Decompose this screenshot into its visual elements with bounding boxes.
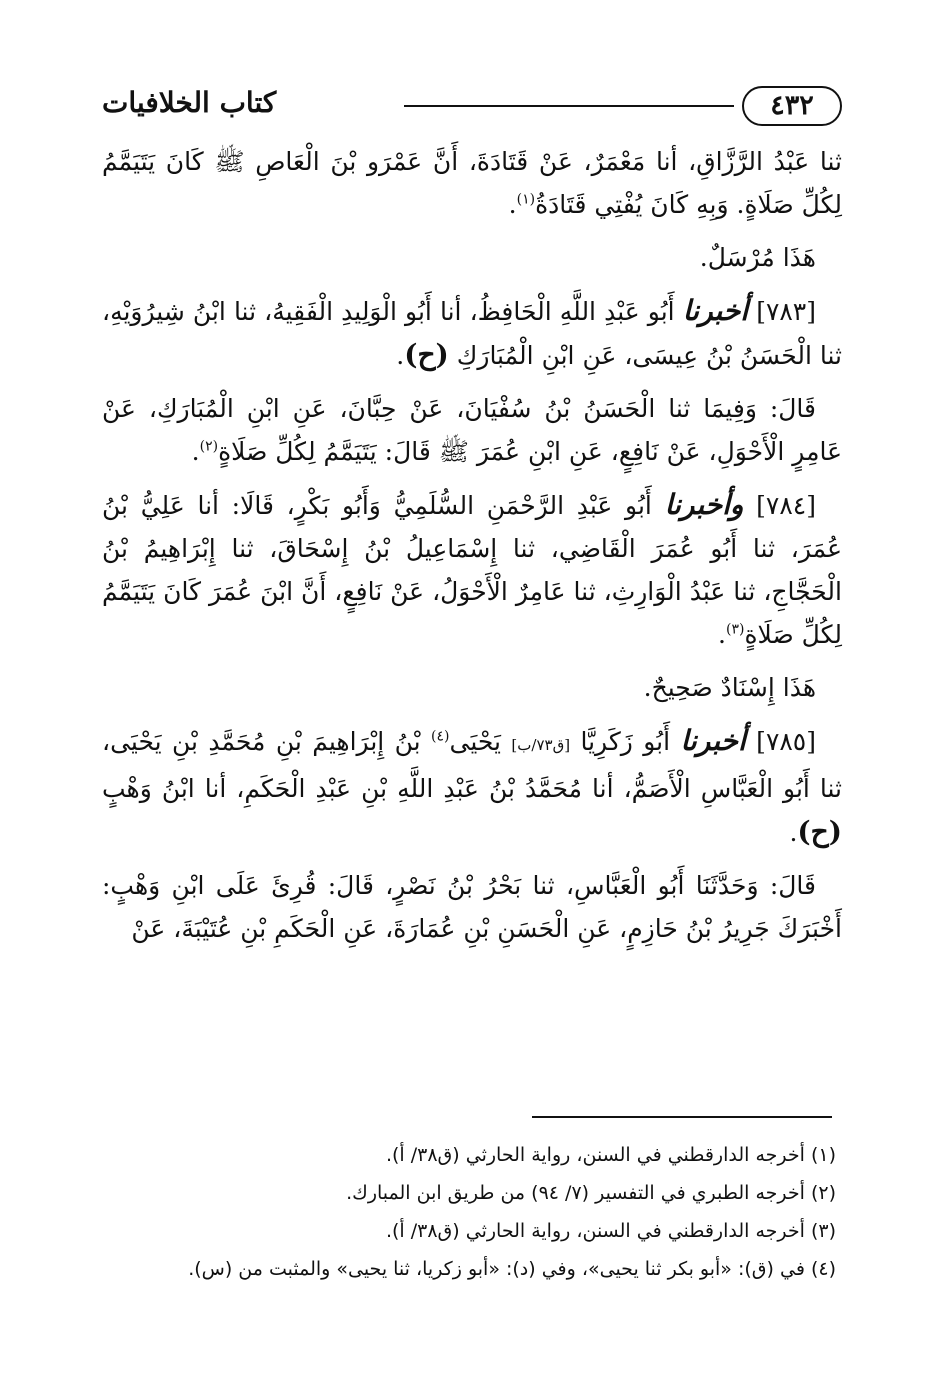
punctuation: .: [789, 818, 798, 847]
keyword: أخبرنا: [680, 724, 746, 757]
header-rule: [404, 105, 734, 107]
paragraph-text: ثنا عَبْدُ الرَّزَّاقِ، أنا مَعْمَرٌ، عَنْ قَتَادَةَ، أَنَّ عَمْرَو بْنَ الْعَاصِ ﷺ كَانَ يَتَيَمَّمُ لِكُلِّ صَلَاةٍ. وَبِهِ كَانَ يُفْتِي قَتَادَةُ: [102, 147, 842, 219]
punctuation: .: [718, 620, 726, 649]
paragraph-text: قَالَ: وَفِيمَا ثنا الْحَسَنُ بْنُ سُفْيَانَ، عَنْ حِبَّانَ، عَنِ ابْنِ الْمُبَارَكِ، عَنْ عَامِرٍ الْأَحْوَلِ، عَنْ نَافِعٍ، عَنِ ابْنِ عُمَرَ ﷺ قَالَ: يَتَيَمَّمُ لِكُلِّ صَلَاةٍ: [102, 394, 842, 466]
footnote-ref: (١): [516, 191, 536, 208]
punctuation: .: [396, 341, 405, 370]
tahwil-marker: (ح): [404, 338, 449, 371]
page-header: [102, 84, 842, 130]
footnote-ref: (٤): [431, 728, 450, 745]
paragraph-text: بْنُ إِبْرَاهِيمَ بْنِ مُحَمَّدِ بْنِ يَحْيَى، ثنا أَبُو الْعَبَّاسِ الْأَصَمُّ، أنا مُحَمَّدُ بْنُ عَبْدِ اللَّهِ بْنِ عَبْدِ الْحَكَمِ، أنا ابْنُ وَهْبٍ: [102, 727, 842, 803]
footnote-ref: (٢): [199, 438, 219, 455]
main-text: [102, 140, 842, 960]
footnote-3: (٣) أخرجه الدارقطني في السنن، رواية الحارثي (ق٣٨/ أ).: [385, 1220, 836, 1242]
book-title: كتاب الخلافيات: [102, 86, 277, 119]
paragraph-text: أَبُو عَبْدِ الرَّحْمَنِ السُّلَمِيُّ وَأَبُو بَكْرٍ، قَالَا: أنا عَلِيُّ بْنُ عُمَرَ، ثنا أَبُو عُمَرَ الْقَاضِي، ثنا إِسْمَاعِيلُ بْنُ إِسْحَاقَ، ثنا إِبْرَاهِيمُ بْنُ الْحَجَّاجِ، ثنا عَبْدُ الْوَارِثِ، ثنا عَامِرٌ الْأَحْوَلُ، عَنْ نَافِعٍ، أَنَّ ابْنَ عُمَرَ كَانَ يَتَيَمَّمُ لِكُلِّ صَلَاةٍ: [102, 491, 842, 649]
tahwil-marker: (ح): [797, 815, 842, 848]
footnotes: [110, 1136, 836, 1288]
keyword: أخبرنا: [682, 294, 749, 327]
paragraph-text: يَحْيَى: [449, 727, 501, 756]
hadith-number: [٧٨٥]: [756, 727, 816, 756]
hadith-number: [٧٨٣]: [756, 297, 817, 326]
footnote-4: (٤) في (ق): «أبو بكر ثنا يحيى»، وفي (د): «أبو زكريا، ثنا يحيى» والمثبت من (س).: [188, 1258, 836, 1280]
paragraph-6: هَذَا إِسْنَادٌ صَحِيحٌ.: [643, 673, 816, 702]
paragraph-8: قَالَ: وَحَدَّثَنَا أَبُو الْعَبَّاسِ، ثنا بَحْرُ بْنُ نَصْرٍ، قَالَ: قُرِئَ عَلَى ابْنِ وَهْبٍ: أَخْبَرَكَ جَرِيرُ بْنُ حَازِمٍ، عَنِ الْحَسَنِ بْنِ عُمَارَةَ، عَنِ الْحَكَمِ بْنِ عُتَيْبَةَ، عَنْ: [102, 871, 842, 943]
paragraph-4: [102, 387, 842, 473]
punctuation: .: [508, 190, 517, 219]
paragraph-1: [102, 140, 842, 226]
hadith-783: [102, 289, 842, 377]
footnote-rule: [532, 1116, 832, 1118]
punctuation: .: [191, 437, 200, 466]
footnote-1: (١) أخرجه الدارقطني في السنن، رواية الحارثي (ق٣٨/ أ).: [385, 1144, 836, 1166]
paragraph-text: أَبُو عَبْدِ اللَّهِ الْحَافِظُ، أنا أَبُو الْوَلِيدِ الْفَقِيهُ، ثنا ابْنُ شِيرُوَيْهِ، ثنا الْحَسَنُ بْنُ عِيسَى، عَنِ ابْنِ الْمُبَارَكِ: [102, 297, 842, 370]
hadith-number: [٧٨٤]: [756, 491, 816, 520]
footnote-2: (٢) أخرجه الطبري في التفسير (٧/ ٩٤) من طريق ابن المبارك.: [346, 1182, 836, 1204]
paragraph-2: هَذَا مُرْسَلٌ.: [699, 243, 816, 272]
hadith-785: [102, 719, 842, 854]
page-number: ٤٣٢: [742, 86, 842, 126]
keyword: وأخبرنا: [664, 488, 744, 521]
footnote-ref: (٣): [725, 621, 745, 638]
manuscript-ref: [ق٧٣/ب]: [511, 736, 571, 754]
hadith-784: [102, 483, 842, 656]
paragraph-text: أَبُو زَكَرِيَّا: [580, 727, 671, 756]
